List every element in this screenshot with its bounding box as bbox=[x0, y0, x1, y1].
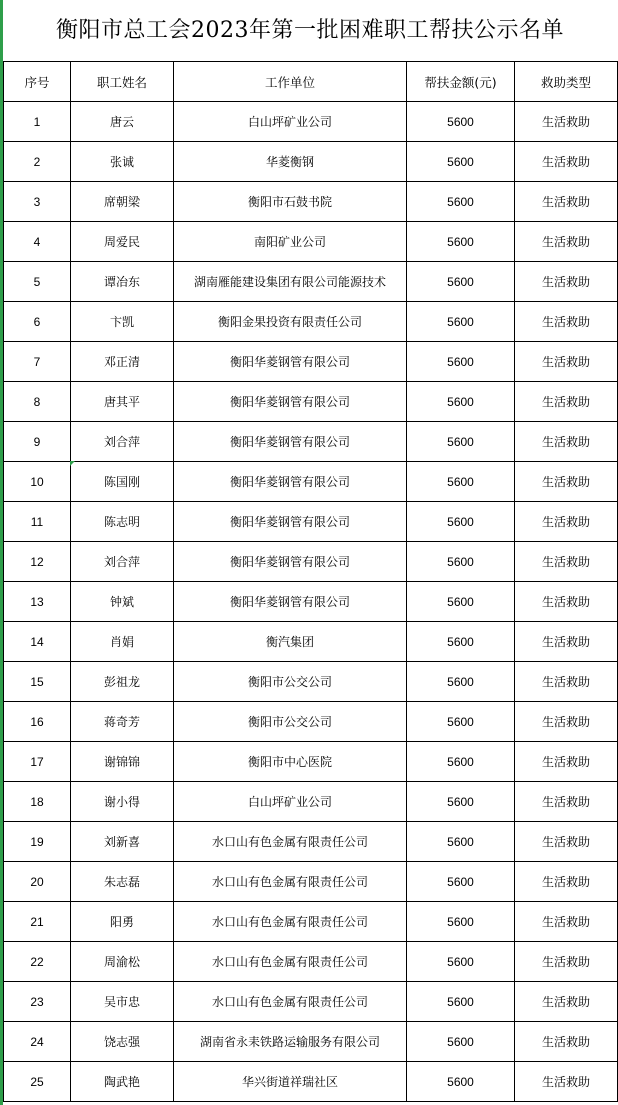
cell-assistance-type[interactable]: 生活救助 bbox=[515, 622, 618, 662]
cell-assistance-type[interactable]: 生活救助 bbox=[515, 102, 618, 142]
cell-assistance-amount[interactable]: 5600 bbox=[407, 742, 515, 782]
cell-assistance-amount[interactable]: 5600 bbox=[407, 822, 515, 862]
table-row bbox=[4, 302, 618, 342]
cell-work-unit[interactable]: 华菱衡钢 bbox=[174, 142, 407, 182]
table-row bbox=[4, 382, 618, 422]
cell-work-unit[interactable]: 衡阳华菱钢管有限公司 bbox=[174, 422, 407, 462]
table-row bbox=[4, 822, 618, 862]
cell-serial-number[interactable]: 15 bbox=[4, 662, 71, 702]
table-row bbox=[4, 182, 618, 222]
cell-serial-number[interactable]: 19 bbox=[4, 822, 71, 862]
table-row bbox=[4, 1022, 618, 1062]
cell-assistance-amount[interactable]: 5600 bbox=[407, 622, 515, 662]
table-row bbox=[4, 1062, 618, 1102]
cell-serial-number[interactable]: 18 bbox=[4, 782, 71, 822]
cell-serial-number[interactable]: 21 bbox=[4, 902, 71, 942]
cell-assistance-type[interactable]: 生活救助 bbox=[515, 502, 618, 542]
cell-assistance-amount[interactable]: 5600 bbox=[407, 302, 515, 342]
cell-worker-name[interactable]: 刘合萍 bbox=[71, 542, 174, 582]
cell-worker-name[interactable]: 谢小得 bbox=[71, 782, 174, 822]
cell-assistance-amount[interactable]: 5600 bbox=[407, 862, 515, 902]
table-row bbox=[4, 342, 618, 382]
cell-worker-name[interactable]: 唐云 bbox=[71, 102, 174, 142]
table-row bbox=[4, 702, 618, 742]
cell-serial-number[interactable]: 6 bbox=[4, 302, 71, 342]
cell-worker-name[interactable]: 邓正清 bbox=[71, 342, 174, 382]
header-worker-name[interactable]: 职工姓名 bbox=[71, 62, 174, 102]
cell-work-unit[interactable]: 白山坪矿业公司 bbox=[174, 102, 407, 142]
cell-assistance-type[interactable]: 生活救助 bbox=[515, 822, 618, 862]
cell-serial-number[interactable]: 22 bbox=[4, 942, 71, 982]
cell-assistance-type[interactable]: 生活救助 bbox=[515, 582, 618, 622]
cell-assistance-amount[interactable]: 5600 bbox=[407, 462, 515, 502]
cell-assistance-type[interactable]: 生活救助 bbox=[515, 542, 618, 582]
table-row bbox=[4, 502, 618, 542]
cell-assistance-type[interactable]: 生活救助 bbox=[515, 1022, 618, 1062]
cell-assistance-type[interactable]: 生活救助 bbox=[515, 902, 618, 942]
cell-work-unit[interactable]: 华兴街道祥瑞社区 bbox=[174, 1062, 407, 1102]
cell-work-unit[interactable]: 衡阳华菱钢管有限公司 bbox=[174, 502, 407, 542]
cell-work-unit[interactable]: 衡阳华菱钢管有限公司 bbox=[174, 342, 407, 382]
cell-serial-number[interactable]: 24 bbox=[4, 1022, 71, 1062]
cell-work-unit[interactable]: 衡阳华菱钢管有限公司 bbox=[174, 462, 407, 502]
cell-serial-number[interactable]: 10 bbox=[4, 462, 71, 502]
cell-worker-name[interactable]: 陈志明 bbox=[71, 502, 174, 542]
table-row bbox=[4, 942, 618, 982]
table-row bbox=[4, 582, 618, 622]
cell-work-unit[interactable]: 水口山有色金属有限责任公司 bbox=[174, 942, 407, 982]
cell-serial-number[interactable]: 25 bbox=[4, 1062, 71, 1102]
cell-worker-name[interactable]: 陶武艳 bbox=[71, 1062, 174, 1102]
cell-worker-name[interactable]: 周渝松 bbox=[71, 942, 174, 982]
cell-worker-name[interactable]: 谭冶东 bbox=[71, 262, 174, 302]
header-assistance-type[interactable]: 救助类型 bbox=[515, 62, 618, 102]
cell-serial-number[interactable]: 7 bbox=[4, 342, 71, 382]
cell-assistance-amount[interactable]: 5600 bbox=[407, 982, 515, 1022]
page-title: 衡阳市总工会2023年第一批困难职工帮扶公示名单 bbox=[56, 18, 564, 43]
table-body bbox=[4, 102, 618, 1102]
table-row bbox=[4, 462, 618, 502]
cell-work-unit[interactable]: 水口山有色金属有限责任公司 bbox=[174, 862, 407, 902]
cell-worker-name[interactable]: 饶志强 bbox=[71, 1022, 174, 1062]
cell-work-unit[interactable]: 湖南省永耒铁路运输服务有限公司 bbox=[174, 1022, 407, 1062]
cell-worker-name[interactable]: 卞凯 bbox=[71, 302, 174, 342]
cell-serial-number[interactable]: 8 bbox=[4, 382, 71, 422]
table-row bbox=[4, 982, 618, 1022]
cell-assistance-amount[interactable]: 5600 bbox=[407, 662, 515, 702]
cell-assistance-type[interactable]: 生活救助 bbox=[515, 182, 618, 222]
cell-serial-number[interactable]: 12 bbox=[4, 542, 71, 582]
cell-assistance-amount[interactable]: 5600 bbox=[407, 942, 515, 982]
cell-worker-name[interactable]: 彭祖龙 bbox=[71, 662, 174, 702]
table-row bbox=[4, 742, 618, 782]
cell-assistance-type[interactable]: 生活救助 bbox=[515, 382, 618, 422]
cell-serial-number[interactable]: 23 bbox=[4, 982, 71, 1022]
table-row bbox=[4, 662, 618, 702]
cell-worker-name[interactable]: 陈国刚 bbox=[71, 462, 174, 502]
cell-work-unit[interactable]: 衡阳华菱钢管有限公司 bbox=[174, 542, 407, 582]
cell-assistance-amount[interactable]: 5600 bbox=[407, 1022, 515, 1062]
cell-assistance-type[interactable]: 生活救助 bbox=[515, 222, 618, 262]
table-row bbox=[4, 142, 618, 182]
cell-assistance-amount[interactable]: 5600 bbox=[407, 542, 515, 582]
cell-assistance-type[interactable]: 生活救助 bbox=[515, 1062, 618, 1102]
cell-work-unit[interactable]: 湖南雁能建设集团有限公司能源技术 bbox=[174, 262, 407, 302]
cell-worker-name[interactable]: 蒋奇芳 bbox=[71, 702, 174, 742]
cell-work-unit[interactable]: 南阳矿业公司 bbox=[174, 222, 407, 262]
cell-serial-number[interactable]: 5 bbox=[4, 262, 71, 302]
cell-work-unit[interactable]: 衡阳华菱钢管有限公司 bbox=[174, 582, 407, 622]
cell-worker-name[interactable]: 吴市忠 bbox=[71, 982, 174, 1022]
cell-assistance-type[interactable]: 生活救助 bbox=[515, 742, 618, 782]
cell-work-unit[interactable]: 衡汽集团 bbox=[174, 622, 407, 662]
cell-assistance-amount[interactable]: 5600 bbox=[407, 782, 515, 822]
cell-worker-name[interactable]: 谢锦锦 bbox=[71, 742, 174, 782]
cell-serial-number[interactable]: 9 bbox=[4, 422, 71, 462]
cell-work-unit[interactable]: 白山坪矿业公司 bbox=[174, 782, 407, 822]
cell-serial-number[interactable]: 3 bbox=[4, 182, 71, 222]
cell-work-unit[interactable]: 衡阳市公交公司 bbox=[174, 702, 407, 742]
assistance-table bbox=[3, 61, 618, 1102]
cell-assistance-amount[interactable]: 5600 bbox=[407, 1062, 515, 1102]
cell-assistance-type[interactable]: 生活救助 bbox=[515, 662, 618, 702]
cell-assistance-amount[interactable]: 5600 bbox=[407, 382, 515, 422]
cell-worker-name[interactable]: 阳勇 bbox=[71, 902, 174, 942]
cell-serial-number[interactable]: 20 bbox=[4, 862, 71, 902]
cell-serial-number[interactable]: 13 bbox=[4, 582, 71, 622]
cell-serial-number[interactable]: 14 bbox=[4, 622, 71, 662]
cell-assistance-type[interactable]: 生活救助 bbox=[515, 942, 618, 982]
cell-work-unit[interactable]: 水口山有色金属有限责任公司 bbox=[174, 822, 407, 862]
cell-serial-number[interactable]: 16 bbox=[4, 702, 71, 742]
cell-assistance-amount[interactable]: 5600 bbox=[407, 582, 515, 622]
cell-assistance-type[interactable]: 生活救助 bbox=[515, 462, 618, 502]
cell-serial-number[interactable]: 2 bbox=[4, 142, 71, 182]
cell-comment-marker-icon bbox=[70, 461, 75, 466]
cell-worker-name[interactable]: 席朝梁 bbox=[71, 182, 174, 222]
cell-worker-name[interactable]: 唐其平 bbox=[71, 382, 174, 422]
table-row bbox=[4, 262, 618, 302]
cell-work-unit[interactable]: 衡阳华菱钢管有限公司 bbox=[174, 382, 407, 422]
cell-serial-number[interactable]: 1 bbox=[4, 102, 71, 142]
cell-work-unit[interactable]: 衡阳市石鼓书院 bbox=[174, 182, 407, 222]
cell-assistance-amount[interactable]: 5600 bbox=[407, 702, 515, 742]
cell-work-unit[interactable]: 水口山有色金属有限责任公司 bbox=[174, 982, 407, 1022]
cell-assistance-type[interactable]: 生活救助 bbox=[515, 262, 618, 302]
table-row bbox=[4, 622, 618, 662]
cell-serial-number[interactable]: 4 bbox=[4, 222, 71, 262]
cell-assistance-amount[interactable]: 5600 bbox=[407, 502, 515, 542]
cell-assistance-type[interactable]: 生活救助 bbox=[515, 302, 618, 342]
header-work-unit[interactable]: 工作单位 bbox=[174, 62, 407, 102]
cell-assistance-amount[interactable]: 5600 bbox=[407, 422, 515, 462]
cell-assistance-amount[interactable]: 5600 bbox=[407, 102, 515, 142]
cell-worker-name[interactable]: 朱志磊 bbox=[71, 862, 174, 902]
cell-work-unit[interactable]: 衡阳市公交公司 bbox=[174, 662, 407, 702]
table-header-row bbox=[4, 62, 618, 102]
cell-worker-name[interactable]: 刘合萍 bbox=[71, 422, 174, 462]
table-row bbox=[4, 862, 618, 902]
cell-worker-name[interactable]: 张诚 bbox=[71, 142, 174, 182]
cell-work-unit[interactable]: 衡阳市中心医院 bbox=[174, 742, 407, 782]
cell-assistance-type[interactable]: 生活救助 bbox=[515, 862, 618, 902]
cell-assistance-amount[interactable]: 5600 bbox=[407, 262, 515, 302]
cell-assistance-amount[interactable]: 5600 bbox=[407, 222, 515, 262]
table-row bbox=[4, 542, 618, 582]
cell-assistance-amount[interactable]: 5600 bbox=[407, 182, 515, 222]
cell-serial-number[interactable]: 17 bbox=[4, 742, 71, 782]
table-row bbox=[4, 782, 618, 822]
table-row bbox=[4, 422, 618, 462]
cell-worker-name[interactable]: 刘新喜 bbox=[71, 822, 174, 862]
cell-assistance-amount[interactable]: 5600 bbox=[407, 142, 515, 182]
cell-assistance-amount[interactable]: 5600 bbox=[407, 902, 515, 942]
cell-serial-number[interactable]: 11 bbox=[4, 502, 71, 542]
header-assistance-amount[interactable]: 帮扶金额(元) bbox=[407, 62, 515, 102]
cell-worker-name[interactable]: 肖娟 bbox=[71, 622, 174, 662]
cell-worker-name[interactable]: 钟斌 bbox=[71, 582, 174, 622]
table-row bbox=[4, 102, 618, 142]
cell-assistance-type[interactable]: 生活救助 bbox=[515, 982, 618, 1022]
table-row bbox=[4, 222, 618, 262]
cell-work-unit[interactable]: 水口山有色金属有限责任公司 bbox=[174, 902, 407, 942]
cell-assistance-type[interactable]: 生活救助 bbox=[515, 702, 618, 742]
cell-worker-name[interactable]: 周爱民 bbox=[71, 222, 174, 262]
table-row bbox=[4, 902, 618, 942]
cell-assistance-type[interactable]: 生活救助 bbox=[515, 782, 618, 822]
cell-work-unit[interactable]: 衡阳金果投资有限责任公司 bbox=[174, 302, 407, 342]
cell-assistance-type[interactable]: 生活救助 bbox=[515, 342, 618, 382]
header-serial-number[interactable]: 序号 bbox=[4, 62, 71, 102]
cell-assistance-type[interactable]: 生活救助 bbox=[515, 422, 618, 462]
cell-assistance-type[interactable]: 生活救助 bbox=[515, 142, 618, 182]
cell-assistance-amount[interactable]: 5600 bbox=[407, 342, 515, 382]
